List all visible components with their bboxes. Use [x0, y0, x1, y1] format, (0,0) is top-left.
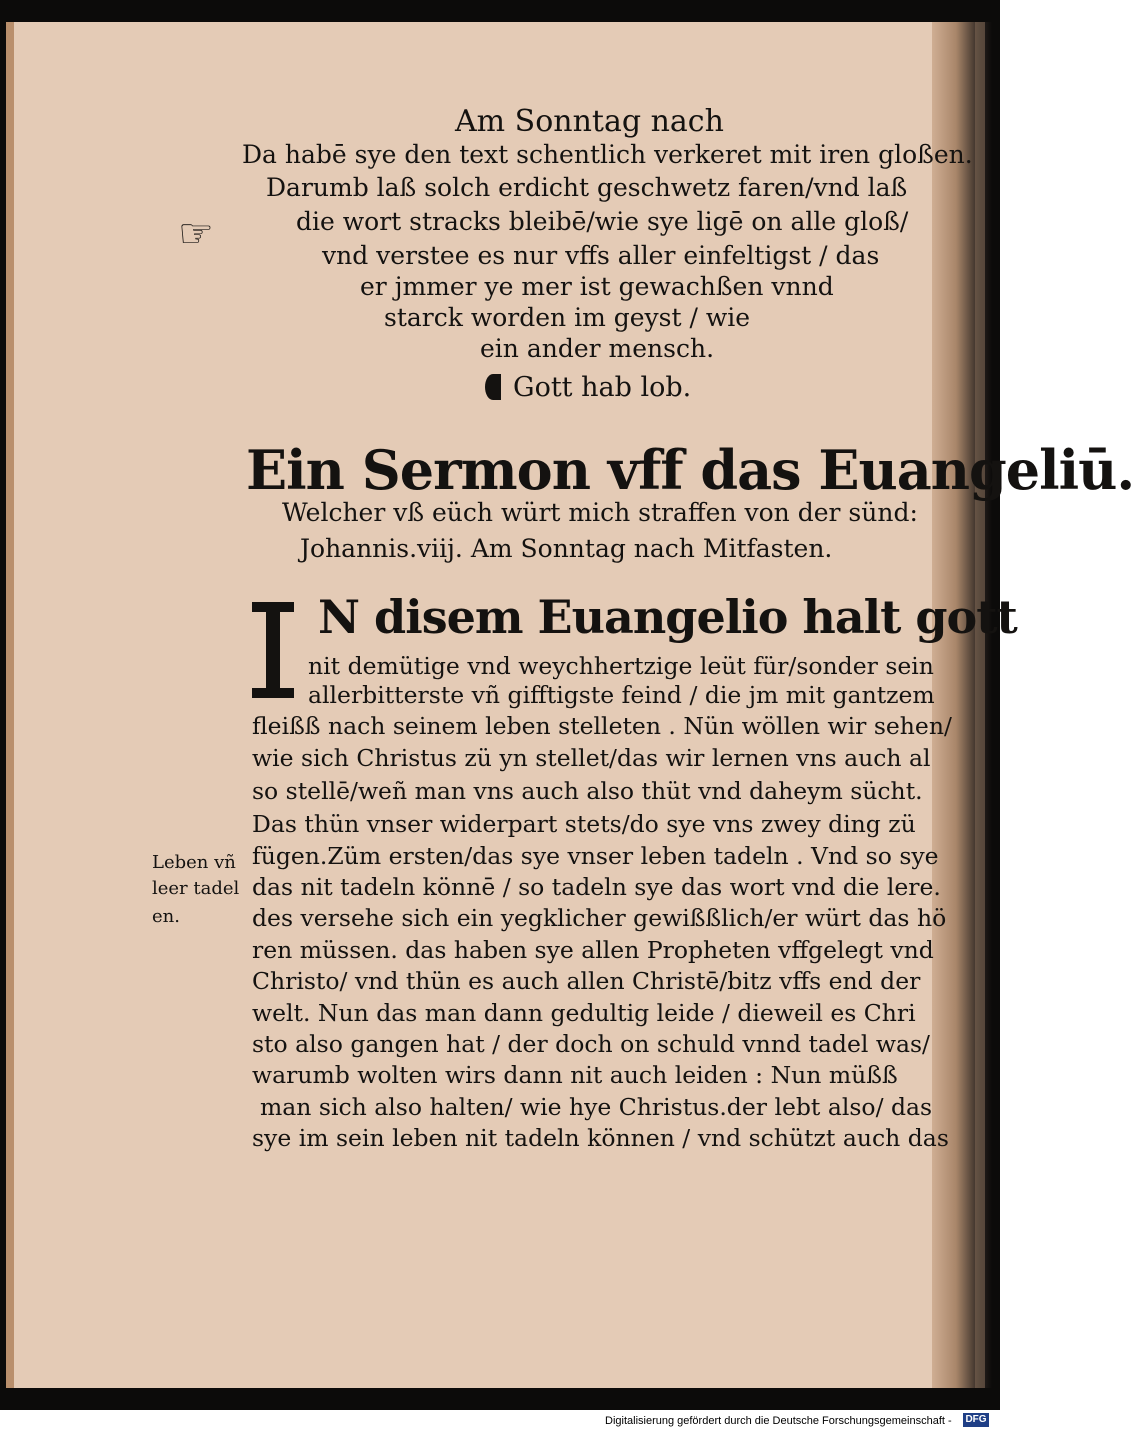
closing-formula — [485, 372, 691, 403]
body-line: des versehe sich ein yegklicher gewißßlich/er würt das hö — [252, 904, 947, 932]
drop-capital-I — [252, 602, 294, 698]
body-line: welt. Nun das man dann gedultig leide / dieweil es Chri — [252, 999, 916, 1027]
closing-line-3: die wort stracks bleibē/wie sye ligē on alle gloß/ — [296, 207, 909, 236]
spine-edge — [975, 22, 985, 1388]
closing-formula-text: Gott hab lob. — [513, 372, 692, 403]
dfg-logo: DFG — [963, 1413, 989, 1427]
sermon-subtitle-1: Welcher vß eüch würt mich straffen von der sünd: — [282, 498, 918, 527]
marginal-note-line-3: en. — [152, 906, 180, 927]
sermon-subtitle-2: Johannis.viij. Am Sonntag nach Mitfasten. — [300, 534, 833, 563]
body-line: Das thün vnser widerpart stets/do sye vns zwey ding zü — [252, 810, 916, 838]
closing-line-4: vnd verstee es nur vffs aller einfeltigst / das — [322, 241, 880, 270]
body-first-line: N disem Euangelio halt gott — [318, 590, 1017, 644]
body-line: sto also gangen hat / der doch on schuld vnnd tadel was/ — [252, 1030, 930, 1058]
running-head: Am Sonntag nach — [455, 104, 724, 139]
body-line: allerbitterste vñ gifftigste feind / die jm mit gantzem — [308, 681, 935, 709]
closing-line-6: starck worden im geyst / wie — [384, 303, 751, 332]
body-line: Christo/ vnd thün es auch allen Christē/bitz vffs end der — [252, 967, 921, 995]
closing-line-1: Da habē sye den text schentlich verkeret mit iren gloßen. — [242, 140, 973, 169]
closing-line-5: er jmmer ye mer ist gewachßen vnnd — [360, 272, 834, 301]
body-line: sye im sein leben nit tadeln können / vnd schützt auch das — [252, 1124, 949, 1152]
body-line: nit demütige vnd weychhertzige leüt für/sonder sein — [308, 652, 934, 680]
marginal-note-line-2: leer tadel — [152, 878, 240, 899]
body-line: wie sich Christus zü yn stellet/das wir lernen vns auch al — [252, 744, 931, 772]
closing-line-7: ein ander mensch. — [480, 334, 715, 363]
body-line: warumb wolten wirs dann nit auch leiden : Nun müßß — [252, 1061, 898, 1089]
body-line: das nit tadeln könnē / so tadeln sye das wort vnd die lere. — [252, 873, 941, 901]
body-line: so stellē/weñ man vns auch also thüt vnd daheym sücht. — [252, 777, 923, 805]
body-line: man sich also halten/ wie hye Christus.der lebt also/ das — [260, 1093, 933, 1121]
marginal-note-line-1: Leben vñ — [152, 852, 236, 873]
paragraph-mark-icon — [485, 374, 501, 400]
pointing-hand-icon: ☞ — [178, 211, 214, 257]
body-line: fleißß nach seinem leben stelleten . Nün wöllen wir sehen/ — [252, 712, 952, 740]
body-line: ren müssen. das haben sye allen Propheten vffgelegt vnd — [252, 936, 934, 964]
footer-credit: Digitalisierung gefördert durch die Deutsche Forschungsgemeinschaft - — [605, 1415, 952, 1427]
body-line: fügen.Züm ersten/das sye vnser leben tadeln . Vnd so sye — [252, 842, 939, 870]
sermon-title: Ein Sermon vff das Euangeliū. — [246, 438, 1134, 502]
closing-line-2: Darumb laß solch erdicht geschwetz faren/vnd laß — [266, 173, 908, 202]
